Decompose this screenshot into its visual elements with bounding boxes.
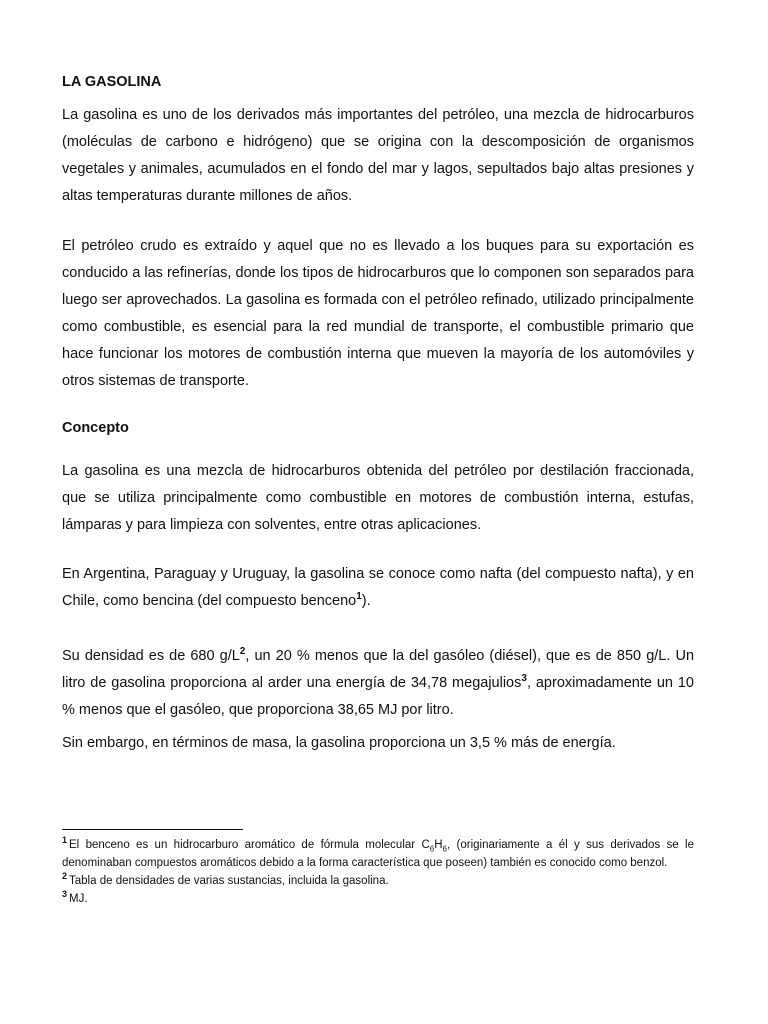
concept-paragraph-3-text-c: , aproximadamente un 10 % menos que el gasóleo, que proporciona 38,65 MJ por litro. — [62, 675, 695, 718]
concept-paragraph-3-text-a: Su densidad es de 680 g/L — [62, 648, 240, 664]
concept-paragraph-4: Sin embargo, en términos de masa, la gasolina proporciona un 3,5 % más de energía. — [62, 735, 616, 751]
footnotes-section — [62, 829, 694, 908]
footnote-2-number: 2 — [62, 871, 68, 882]
footnote-1-subscript-h: 6 — [442, 844, 447, 854]
document-body — [62, 72, 694, 757]
concept-paragraph-3 — [62, 643, 694, 724]
footnote-2 — [62, 872, 694, 890]
concept-paragraph-2 — [62, 561, 694, 615]
intro-paragraph-2: El petróleo crudo es extraído y aquel que no es llevado a los buques para su exportación es conducido a las refinerías, donde los tipos de hidrocarburos que lo componen son separados para luego ser aprovechados. La gasolina es formada con el petróleo refinado, utilizado principalmente como combustible, es esencial para la red mundial de transporte, el combustible primario que hace funcionar los motores de combustión interna que mueven la mayoría de los automóviles y otros sistemas de transporte. — [62, 238, 694, 389]
footnote-3-text: MJ. — [69, 893, 88, 905]
footnote-2-text: Tabla de densidades de varias sustancias, incluida la gasolina. — [69, 875, 389, 887]
footnote-1-text-a: El benceno es un hidrocarburo aromático de fórmula molecular C — [69, 839, 430, 851]
footnote-3-number: 3 — [62, 889, 68, 900]
footnote-ref-1[interactable]: 1 — [356, 591, 362, 603]
footnote-ref-2[interactable]: 2 — [239, 646, 246, 658]
concept-paragraph-2-text-b: ). — [361, 593, 371, 609]
footnote-1-text-b: H — [434, 839, 443, 851]
footnote-1 — [62, 836, 694, 872]
concept-paragraph-1: La gasolina es una mezcla de hidrocarburos obtenida del petróleo por destilación fraccionada, que se utiliza principalmente como combustible en motores de combustión interna, estufas, lámparas y para limpieza con solventes, entre otras aplicaciones. — [62, 463, 694, 533]
footnote-ref-3[interactable]: 3 — [521, 673, 527, 685]
section-heading-concepto: Concepto — [62, 420, 129, 436]
footnote-3 — [62, 890, 694, 908]
concept-paragraph-3-text-b: , un 20 % menos que la del gasóleo (diésel), que es de 850 g/L. Un litro de gasolina proporciona al arder una energía de 34,78 megajulios — [62, 648, 695, 691]
footnote-1-subscript-c: 6 — [429, 844, 435, 854]
document-title: LA GASOLINA — [62, 74, 162, 90]
footnote-1-text-c: , (originariamente a él y sus derivados se le denominaban compuestos aromáticos debido a la forma característica que poseen) también es conocido como benzol. — [62, 839, 694, 869]
footnote-1-number: 1 — [62, 835, 68, 846]
footnote-divider — [62, 829, 243, 830]
intro-paragraph-1: La gasolina es uno de los derivados más importantes del petróleo, una mezcla de hidrocarburos (moléculas de carbono e hidrógeno) que se origina con la descomposición de organismos vegetales y animales, acumulados en el fondo del mar y lagos, sepultados bajo altas presiones y altas temperaturas durante millones de años. — [62, 107, 694, 204]
concept-paragraph-2-text-a: En Argentina, Paraguay y Uruguay, la gasolina se conoce como nafta (del compuesto nafta), y en Chile, como bencina (del compuesto benceno — [62, 566, 694, 609]
